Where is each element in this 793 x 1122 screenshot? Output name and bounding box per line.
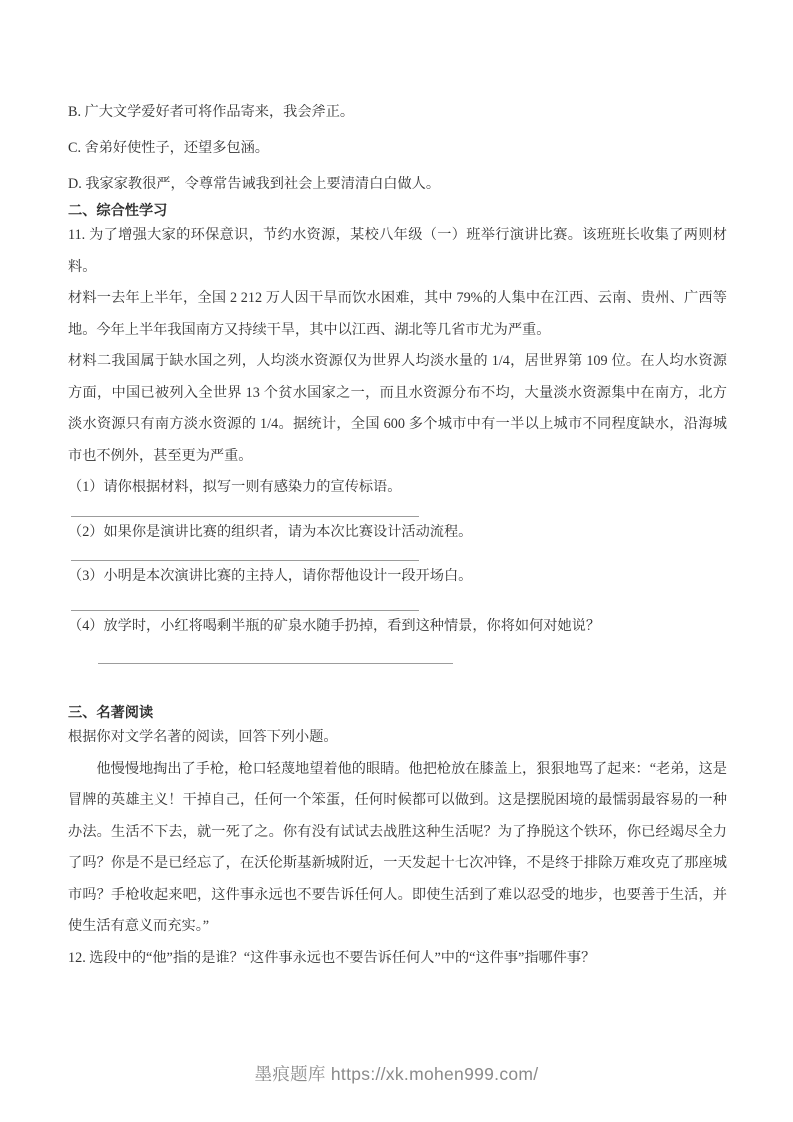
- answer-blank-line-4: [98, 663, 453, 664]
- sub-question-1: （1）请你根据材料，拟写一则有感染力的宣传标语。: [68, 479, 402, 495]
- sub-question-2: （2）如果你是演讲比赛的组织者，请为本次比赛设计活动流程。: [68, 523, 473, 540]
- section-3-heading: 三、名著阅读: [68, 705, 154, 721]
- material-1-text: 材料一去年上半年，全国 2 212 万人因干旱而饮水困难，其中 79%的人集中在江西、云南、贵州、广西等地。今年上半年我国南方又持续干旱，其中以江西、湖北等几省市尤为严重。: [68, 290, 727, 338]
- section-2-heading: 二、综合性学习: [68, 203, 168, 219]
- document-content: [68, 0, 727, 974]
- sub-question-4: （4）放学时，小红将喝剩半瓶的矿泉水随手扔掉，看到这种情景，你将如何对她说？: [68, 617, 601, 634]
- novel-excerpt-passage: 他慢慢地掏出了手枪，枪口轻蔑地望着他的眼睛。他把枪放在膝盖上，狠狠地骂了起来：“老弟，这是冒牌的英雄主义！干掉自己，任何一个笨蛋，任何时候都可以做到。这是摆脱困境的最懦弱最容易的一种办法。生活不下去，就一死了之。你有没有试试去战胜这种生活呢？为了挣脱这个铁环，你已经竭尽全力了吗？你是不是已经忘了，在沃伦斯基新城附近，一天发起十七次冲锋，不是终于排除万难攻克了那座城市吗？手枪收起来吧，这件事永远也不要告诉任何人。即使生活到了难以忍受的地步，也要善于生活，并使生活有意义而充实。”: [68, 760, 727, 934]
- material-2-text: 材料二我国属于缺水国之列，人均淡水资源仅为世界人均淡水量的 1/4，居世界第 109 位。在人均水资源方面，中国已被列入全世界 13 个贫水国家之一，而且水资源分布不均，大量淡水资源集中在南方，北方淡水资源只有南方淡水资源的 1/4。据统计，全国 600 多个城市中有一半以上城市不同程度缺水，沿海城市也不例外，甚至更为严重。: [68, 353, 727, 464]
- choice-option-d: D. 我家家教很严，令尊常告诫我到社会上要清清白白做人。: [68, 176, 441, 192]
- sub-question-3: （3）小明是本次演讲比赛的主持人，请你帮他设计一段开场白。: [68, 568, 473, 584]
- choice-option-b: B. 广大文学爱好者可将作品寄来，我会斧正。: [68, 104, 355, 120]
- question-11-intro: 11. 为了增强大家的环保意识，节约水资源，某校八年级（一）班举行演讲比赛。该班班长收集了两则材料。: [68, 227, 727, 275]
- choice-option-c: C. 舍弟好使性子，还望多包涵。: [68, 140, 269, 156]
- footer-watermark: 墨痕题库 https://xk.mohen999.com/: [254, 1064, 539, 1084]
- question-12: 12. 选段中的“他”指的是谁？“这件事永远也不要告诉任何人”中的“这件事”指哪件事？: [68, 949, 596, 966]
- page-footer: [0, 1062, 793, 1086]
- section-3-intro: 根据你对文学名著的阅读，回答下列小题。: [68, 729, 338, 745]
